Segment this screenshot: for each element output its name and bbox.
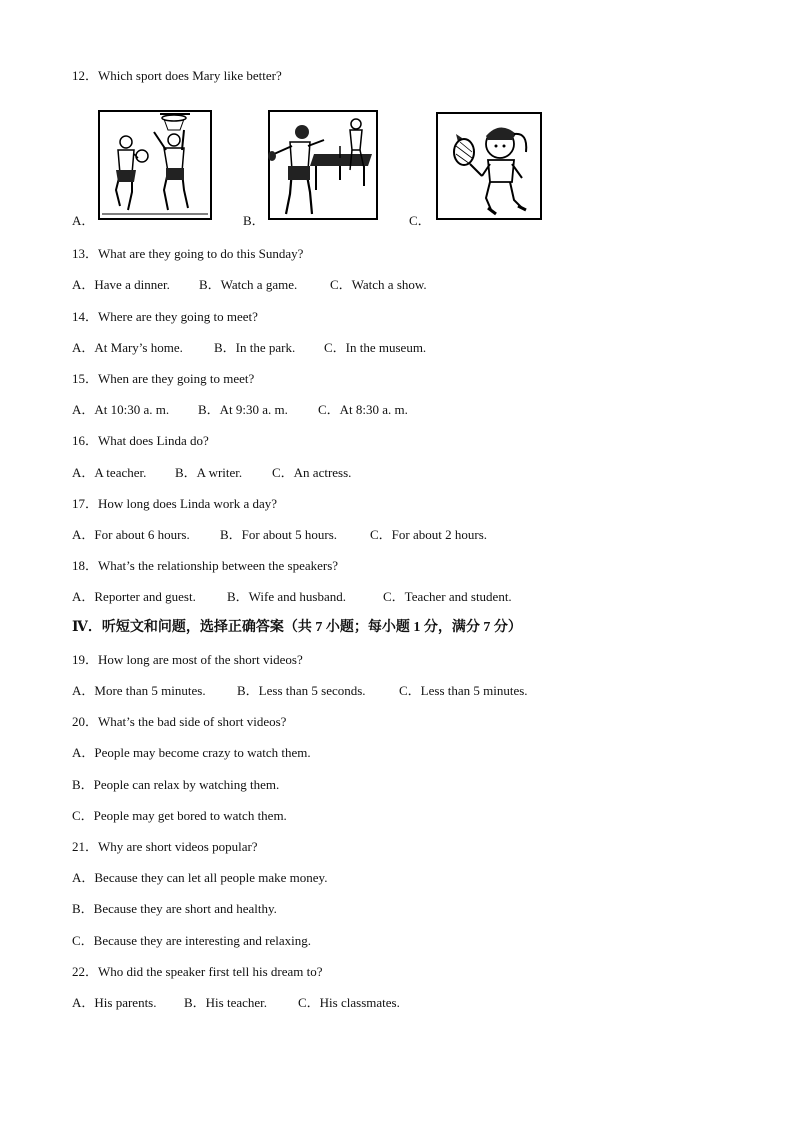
q17-stem: 17．How long does Linda work a day? — [72, 496, 278, 511]
q14-option-b[interactable]: B．In the park. — [214, 340, 296, 355]
q13-stem: 13．What are they going to do this Sunday? — [72, 246, 304, 261]
q15-option-b[interactable]: B．At 9:30 a. m. — [198, 402, 288, 417]
q14-option-a[interactable]: A．At Mary’s home. — [72, 340, 183, 355]
q22-option-a[interactable]: A．His parents. — [72, 995, 157, 1010]
q12-option-c-label[interactable]: C． — [409, 213, 431, 228]
q20-stem: 20．What’s the bad side of short videos? — [72, 714, 287, 729]
q16-stem: 16．What does Linda do? — [72, 433, 209, 448]
q19-option-a[interactable]: A．More than 5 minutes. — [72, 683, 206, 698]
q22-option-b[interactable]: B．His teacher. — [184, 995, 268, 1010]
q17-option-c[interactable]: C．For about 2 hours. — [370, 527, 488, 542]
q20-option-b[interactable]: B．People can relax by watching them. — [72, 777, 280, 792]
q12-option-b-image[interactable] — [268, 110, 378, 220]
q20-option-c[interactable]: C．People may get bored to watch them. — [72, 808, 287, 823]
q13-option-a[interactable]: A．Have a dinner. — [72, 277, 170, 292]
section-4-heading: Ⅳ．听短文和问题，选择正确答案（共 7 小题；每小题 1 分，满分 7 分） — [72, 620, 522, 635]
q21-option-b[interactable]: B．Because they are short and healthy. — [72, 901, 277, 916]
q21-option-c[interactable]: C．Because they are interesting and relaxing. — [72, 933, 311, 948]
q16-option-c[interactable]: C．An actress. — [272, 465, 352, 480]
q21-stem: 21．Why are short videos popular? — [72, 839, 258, 854]
q13-option-c[interactable]: C．Watch a show. — [330, 277, 427, 292]
q16-option-b[interactable]: B．A writer. — [175, 465, 243, 480]
q19-option-b[interactable]: B．Less than 5 seconds. — [237, 683, 366, 698]
q12-stem: 12．Which sport does Mary like better? — [72, 68, 282, 83]
q22-option-c[interactable]: C．His classmates. — [298, 995, 400, 1010]
q12-option-b-label[interactable]: B． — [243, 213, 265, 228]
q18-option-b[interactable]: B．Wife and husband. — [227, 589, 346, 604]
q12-option-a-label[interactable]: A． — [72, 213, 95, 228]
badminton-picture — [436, 112, 542, 220]
q14-stem: 14．Where are they going to meet? — [72, 309, 258, 324]
q18-option-a[interactable]: A．Reporter and guest. — [72, 589, 196, 604]
q19-option-c[interactable]: C．Less than 5 minutes. — [399, 683, 528, 698]
q14-option-c[interactable]: C．In the museum. — [324, 340, 427, 355]
q20-option-a[interactable]: A．People may become crazy to watch them. — [72, 745, 311, 760]
table-tennis-picture — [268, 110, 378, 220]
q12-option-c-image[interactable] — [436, 112, 542, 220]
q15-option-c[interactable]: C．At 8:30 a. m. — [318, 402, 408, 417]
q22-stem: 22．Who did the speaker first tell his dream to? — [72, 964, 323, 979]
q13-option-b[interactable]: B．Watch a game. — [199, 277, 298, 292]
q17-option-a[interactable]: A．For about 6 hours. — [72, 527, 190, 542]
basketball-picture — [98, 110, 212, 220]
q17-option-b[interactable]: B．For about 5 hours. — [220, 527, 338, 542]
q15-option-a[interactable]: A．At 10:30 a. m. — [72, 402, 170, 417]
q12-option-a-image[interactable] — [98, 110, 212, 220]
q19-stem: 19．How long are most of the short videos? — [72, 652, 303, 667]
q16-option-a[interactable]: A．A teacher. — [72, 465, 147, 480]
q18-option-c[interactable]: C．Teacher and student. — [383, 589, 512, 604]
q15-stem: 15．When are they going to meet? — [72, 371, 255, 386]
q21-option-a[interactable]: A．Because they can let all people make money. — [72, 870, 328, 885]
q18-stem: 18．What’s the relationship between the speakers? — [72, 558, 339, 573]
